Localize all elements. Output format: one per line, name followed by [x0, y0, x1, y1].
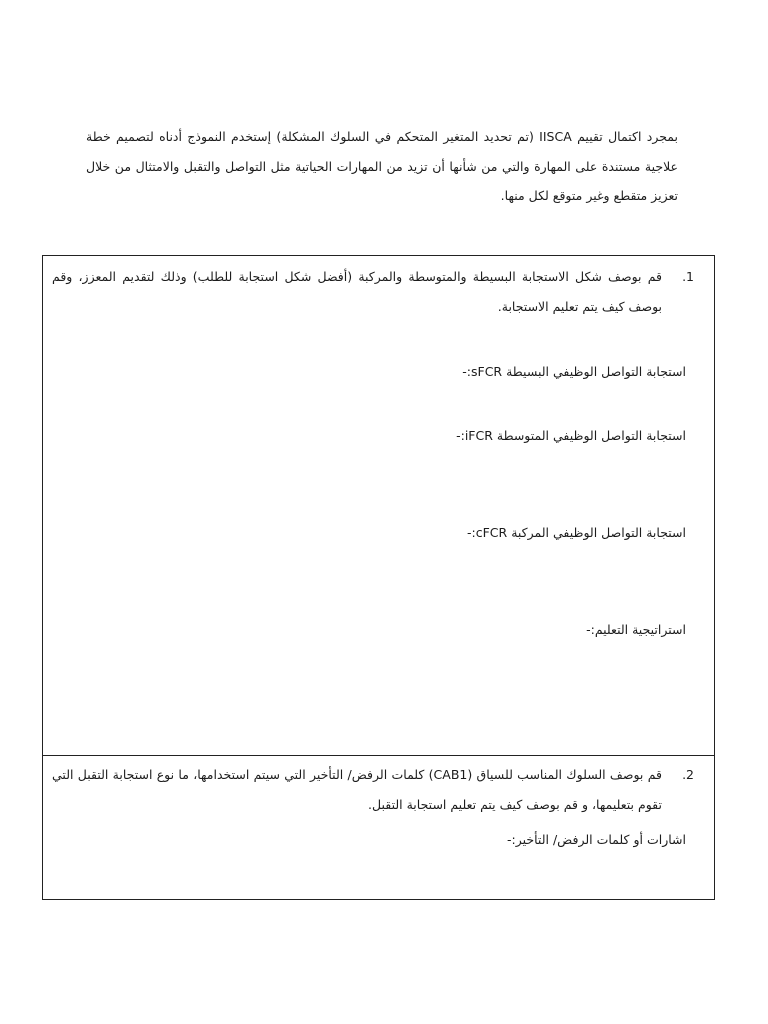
- item-sfcr: [433, 362, 686, 382]
- section-2-box: [42, 755, 715, 900]
- section-2-number: 2.: [682, 767, 694, 782]
- section-1-number: 1.: [682, 269, 694, 284]
- item-cfcr-dash: -: [467, 525, 472, 540]
- section-2-text: قم بوصف السلوك المناسب للسياق (CAB1) كلمات الرفض/ التأخير التي سيتم استخدامها، ما نوع استجابة التقبل التي تقوم بتعليمها، و قم بوصف كيف يتم تعليم استجابة التقبل.: [52, 767, 662, 812]
- item-ifcr: [427, 426, 686, 446]
- item-ifcr-dash: -: [456, 428, 461, 443]
- item-cfcr: [438, 523, 686, 543]
- section-1-question: [52, 262, 694, 321]
- item-sfcr-label: استجابة التواصل الوظيفي البسيطة sFCR:: [466, 364, 686, 379]
- item-refusal-words: [478, 830, 686, 850]
- item-teaching-strategy-dash: -: [586, 622, 591, 637]
- intro-paragraph: بمجرد اكتمال تقييم IISCA (تم تحديد المتغير المتحكم في السلوك المشكلة) إستخدم النموذج أدناه لتصميم خطة علاجية مستندة على المهارة والتي من شأنها أن تزيد من المهارات الحياتية مثل التواصل والتقبل والامتثال من خلال تعزيز متقطع وغير متوقع لكل منها.: [86, 129, 678, 203]
- item-teaching-strategy: [557, 620, 686, 640]
- item-ifcr-label: استجابة التواصل الوظيفي المتوسطة iFCR:: [460, 428, 686, 443]
- section-1-box: [42, 255, 715, 755]
- item-teaching-strategy-label: استراتيجية التعليم:: [590, 622, 686, 637]
- section-2-question: [52, 760, 694, 819]
- item-refusal-words-dash: -: [507, 832, 512, 847]
- item-cfcr-label: استجابة التواصل الوظيفي المركبة cFCR:: [471, 525, 686, 540]
- section-1-text: قم بوصف شكل الاستجابة البسيطة والمتوسطة والمركبة (أفضل شكل استجابة للطلب) وذلك لتقديم المعزز، وقم بوصف كيف يتم تعليم الاستجابة.: [52, 269, 662, 314]
- item-sfcr-dash: -: [462, 364, 467, 379]
- item-refusal-words-label: اشارات أو كلمات الرفض/ التأخير:: [511, 832, 686, 847]
